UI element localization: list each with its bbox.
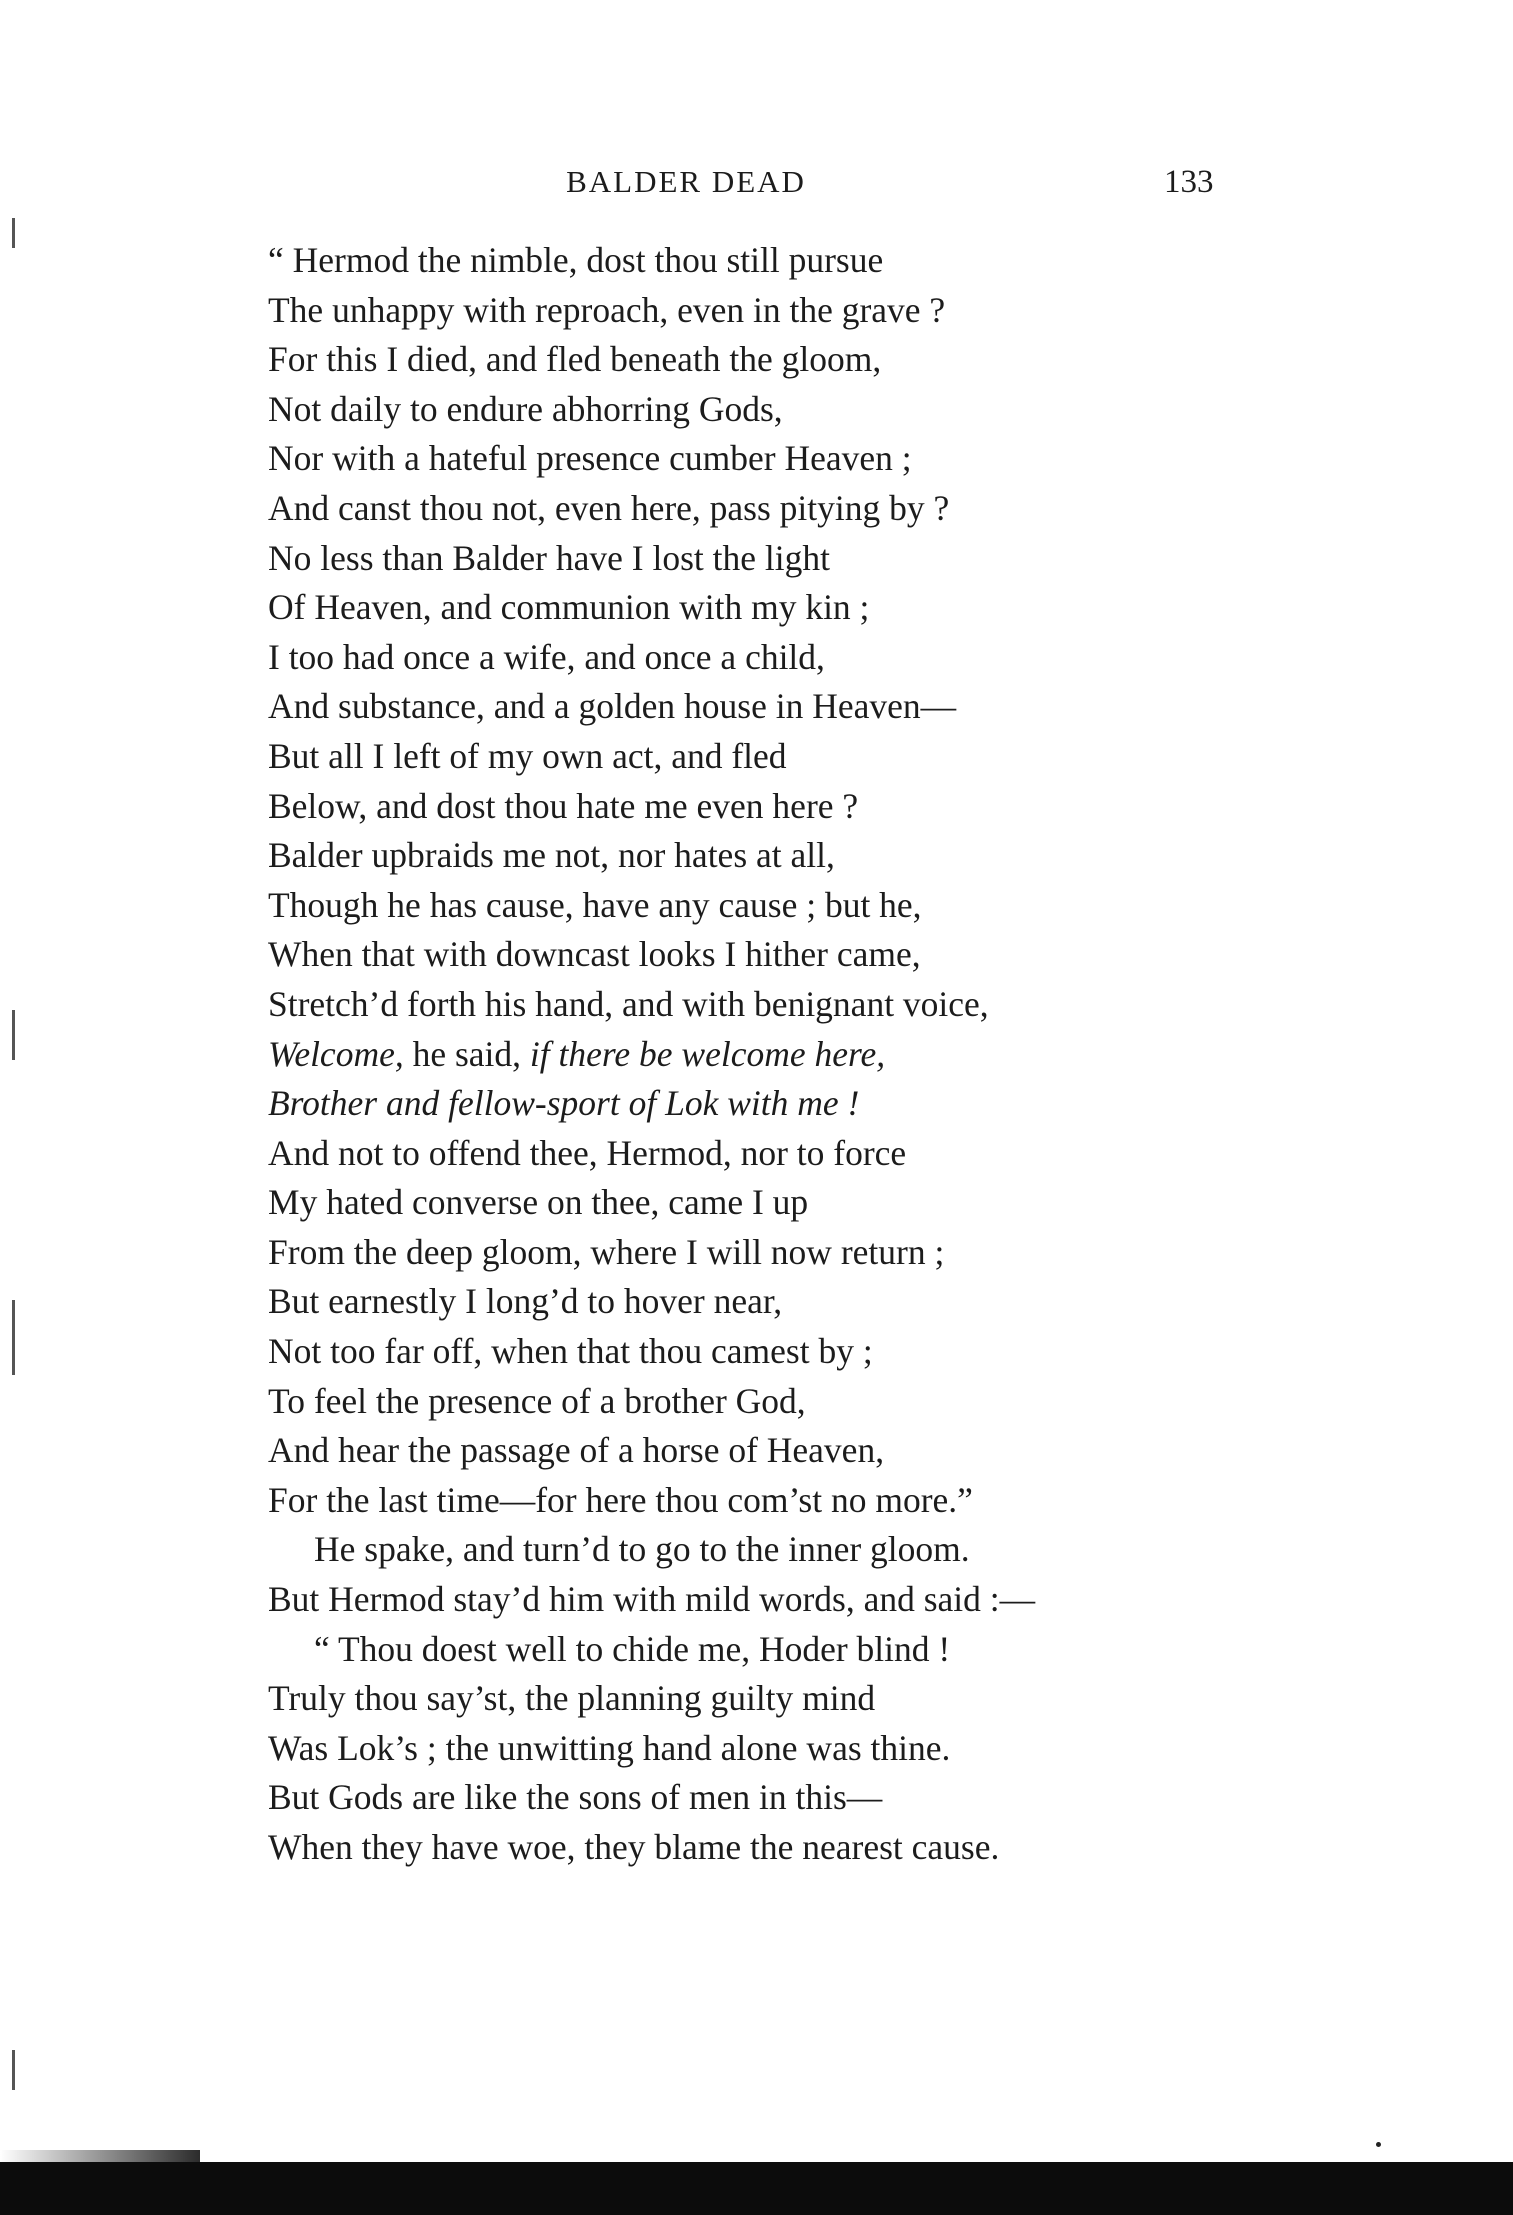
verse-line [268, 1377, 1368, 1427]
verse-segment: Nor with a hateful presence cumber Heaven ; [268, 438, 912, 479]
verse-line [268, 633, 1368, 683]
verse-segment: For the last time—for here thou com’st no more.” [268, 1479, 973, 1520]
verse-segment: When that with downcast looks I hither came, [268, 934, 921, 975]
verse-line [268, 1625, 1368, 1675]
verse-segment: He spake, and turn’d to go to the inner gloom. [314, 1529, 970, 1570]
verse-segment: And canst thou not, even here, pass pitying by ? [268, 487, 950, 528]
verse-segment: Not too far off, when that thou camest by ; [268, 1331, 873, 1372]
verse-line [268, 1773, 1368, 1823]
verse-line [268, 831, 1368, 881]
verse-segment: No less than Balder have I lost the light [268, 537, 830, 578]
verse-segment-italic: if there be welcome here, [529, 1033, 886, 1074]
verse-line [268, 1674, 1368, 1724]
verse-line [268, 1079, 1368, 1129]
verse-line [268, 1030, 1368, 1080]
running-title: BALDER DEAD [566, 164, 806, 199]
verse-line [268, 1525, 1368, 1575]
verse-line [268, 732, 1368, 782]
verse-line [268, 980, 1368, 1030]
verse-line [268, 682, 1368, 732]
verse-segment: The unhappy with reproach, even in the grave ? [268, 289, 946, 330]
scan-bottom-edge [0, 2162, 1513, 2215]
verse-segment: “ Thou doest well to chide me, Hoder blind ! [314, 1628, 951, 1669]
verse-segment: But all I left of my own act, and fled [268, 735, 787, 776]
verse-line [268, 1426, 1368, 1476]
scan-margin-mark [12, 1010, 15, 1060]
scan-margin-mark [12, 218, 15, 248]
verse-line [268, 335, 1368, 385]
scan-margin-mark [12, 2050, 15, 2090]
verse-line [268, 881, 1368, 931]
verse-segment: Truly thou say’st, the planning guilty mind [268, 1678, 876, 1719]
verse-line [268, 286, 1368, 336]
verse-segment: Was Lok’s ; the unwitting hand alone was thine. [268, 1727, 951, 1768]
verse-line [268, 236, 1368, 286]
verse-segment: But Hermod stay’d him with mild words, and said :— [268, 1579, 1036, 1620]
verse-line [268, 1228, 1368, 1278]
verse-line [268, 1823, 1368, 1873]
verse-line [268, 1277, 1368, 1327]
verse-segment: And substance, and a golden house in Heaven— [268, 686, 957, 727]
verse-segment: But Gods are like the sons of men in this— [268, 1777, 883, 1818]
verse-line [268, 534, 1368, 584]
verse-segment-italic: Welcome, [268, 1033, 404, 1074]
verse-line [268, 434, 1368, 484]
verse-segment: And hear the passage of a horse of Heaven, [268, 1430, 885, 1471]
scan-speck [1376, 2142, 1381, 2147]
page-number: 133 [1164, 164, 1214, 200]
verse-line [268, 385, 1368, 435]
poem-body [268, 236, 1368, 1873]
verse-segment: My hated converse on thee, came I up [268, 1182, 809, 1223]
verse-line [268, 1327, 1368, 1377]
verse-line [268, 1476, 1368, 1526]
scan-margin-mark [12, 1300, 15, 1375]
verse-segment: And not to offend thee, Hermod, nor to force [268, 1132, 907, 1173]
verse-segment: he said, [403, 1033, 530, 1074]
verse-segment: To feel the presence of a brother God, [268, 1380, 806, 1421]
verse-line [268, 1129, 1368, 1179]
verse-line [268, 1178, 1368, 1228]
verse-line [268, 782, 1368, 832]
verse-segment: Below, and dost thou hate me even here ? [268, 785, 859, 826]
verse-line [268, 930, 1368, 980]
running-head [0, 160, 1513, 200]
verse-segment: Balder upbraids me not, nor hates at all, [268, 835, 835, 876]
verse-segment: For this I died, and fled beneath the gloom, [268, 339, 882, 380]
verse-segment: I too had once a wife, and once a child, [268, 636, 825, 677]
verse-line [268, 484, 1368, 534]
verse-segment: From the deep gloom, where I will now return ; [268, 1231, 945, 1272]
verse-segment-italic: Brother and fellow-sport of Lok with me ! [268, 1083, 860, 1124]
verse-segment: Of Heaven, and communion with my kin ; [268, 587, 870, 628]
verse-line [268, 583, 1368, 633]
verse-segment: “ Hermod the nimble, dost thou still pursue [268, 240, 884, 280]
verse-line [268, 1724, 1368, 1774]
verse-line [268, 1575, 1368, 1625]
verse-segment: But earnestly I long’d to hover near, [268, 1281, 783, 1322]
verse-segment: When they have woe, they blame the nearest cause. [268, 1827, 1000, 1867]
verse-segment: Not daily to endure abhorring Gods, [268, 388, 783, 429]
verse-segment: Though he has cause, have any cause ; but he, [268, 884, 922, 925]
verse-segment: Stretch’d forth his hand, and with benignant voice, [268, 983, 989, 1024]
